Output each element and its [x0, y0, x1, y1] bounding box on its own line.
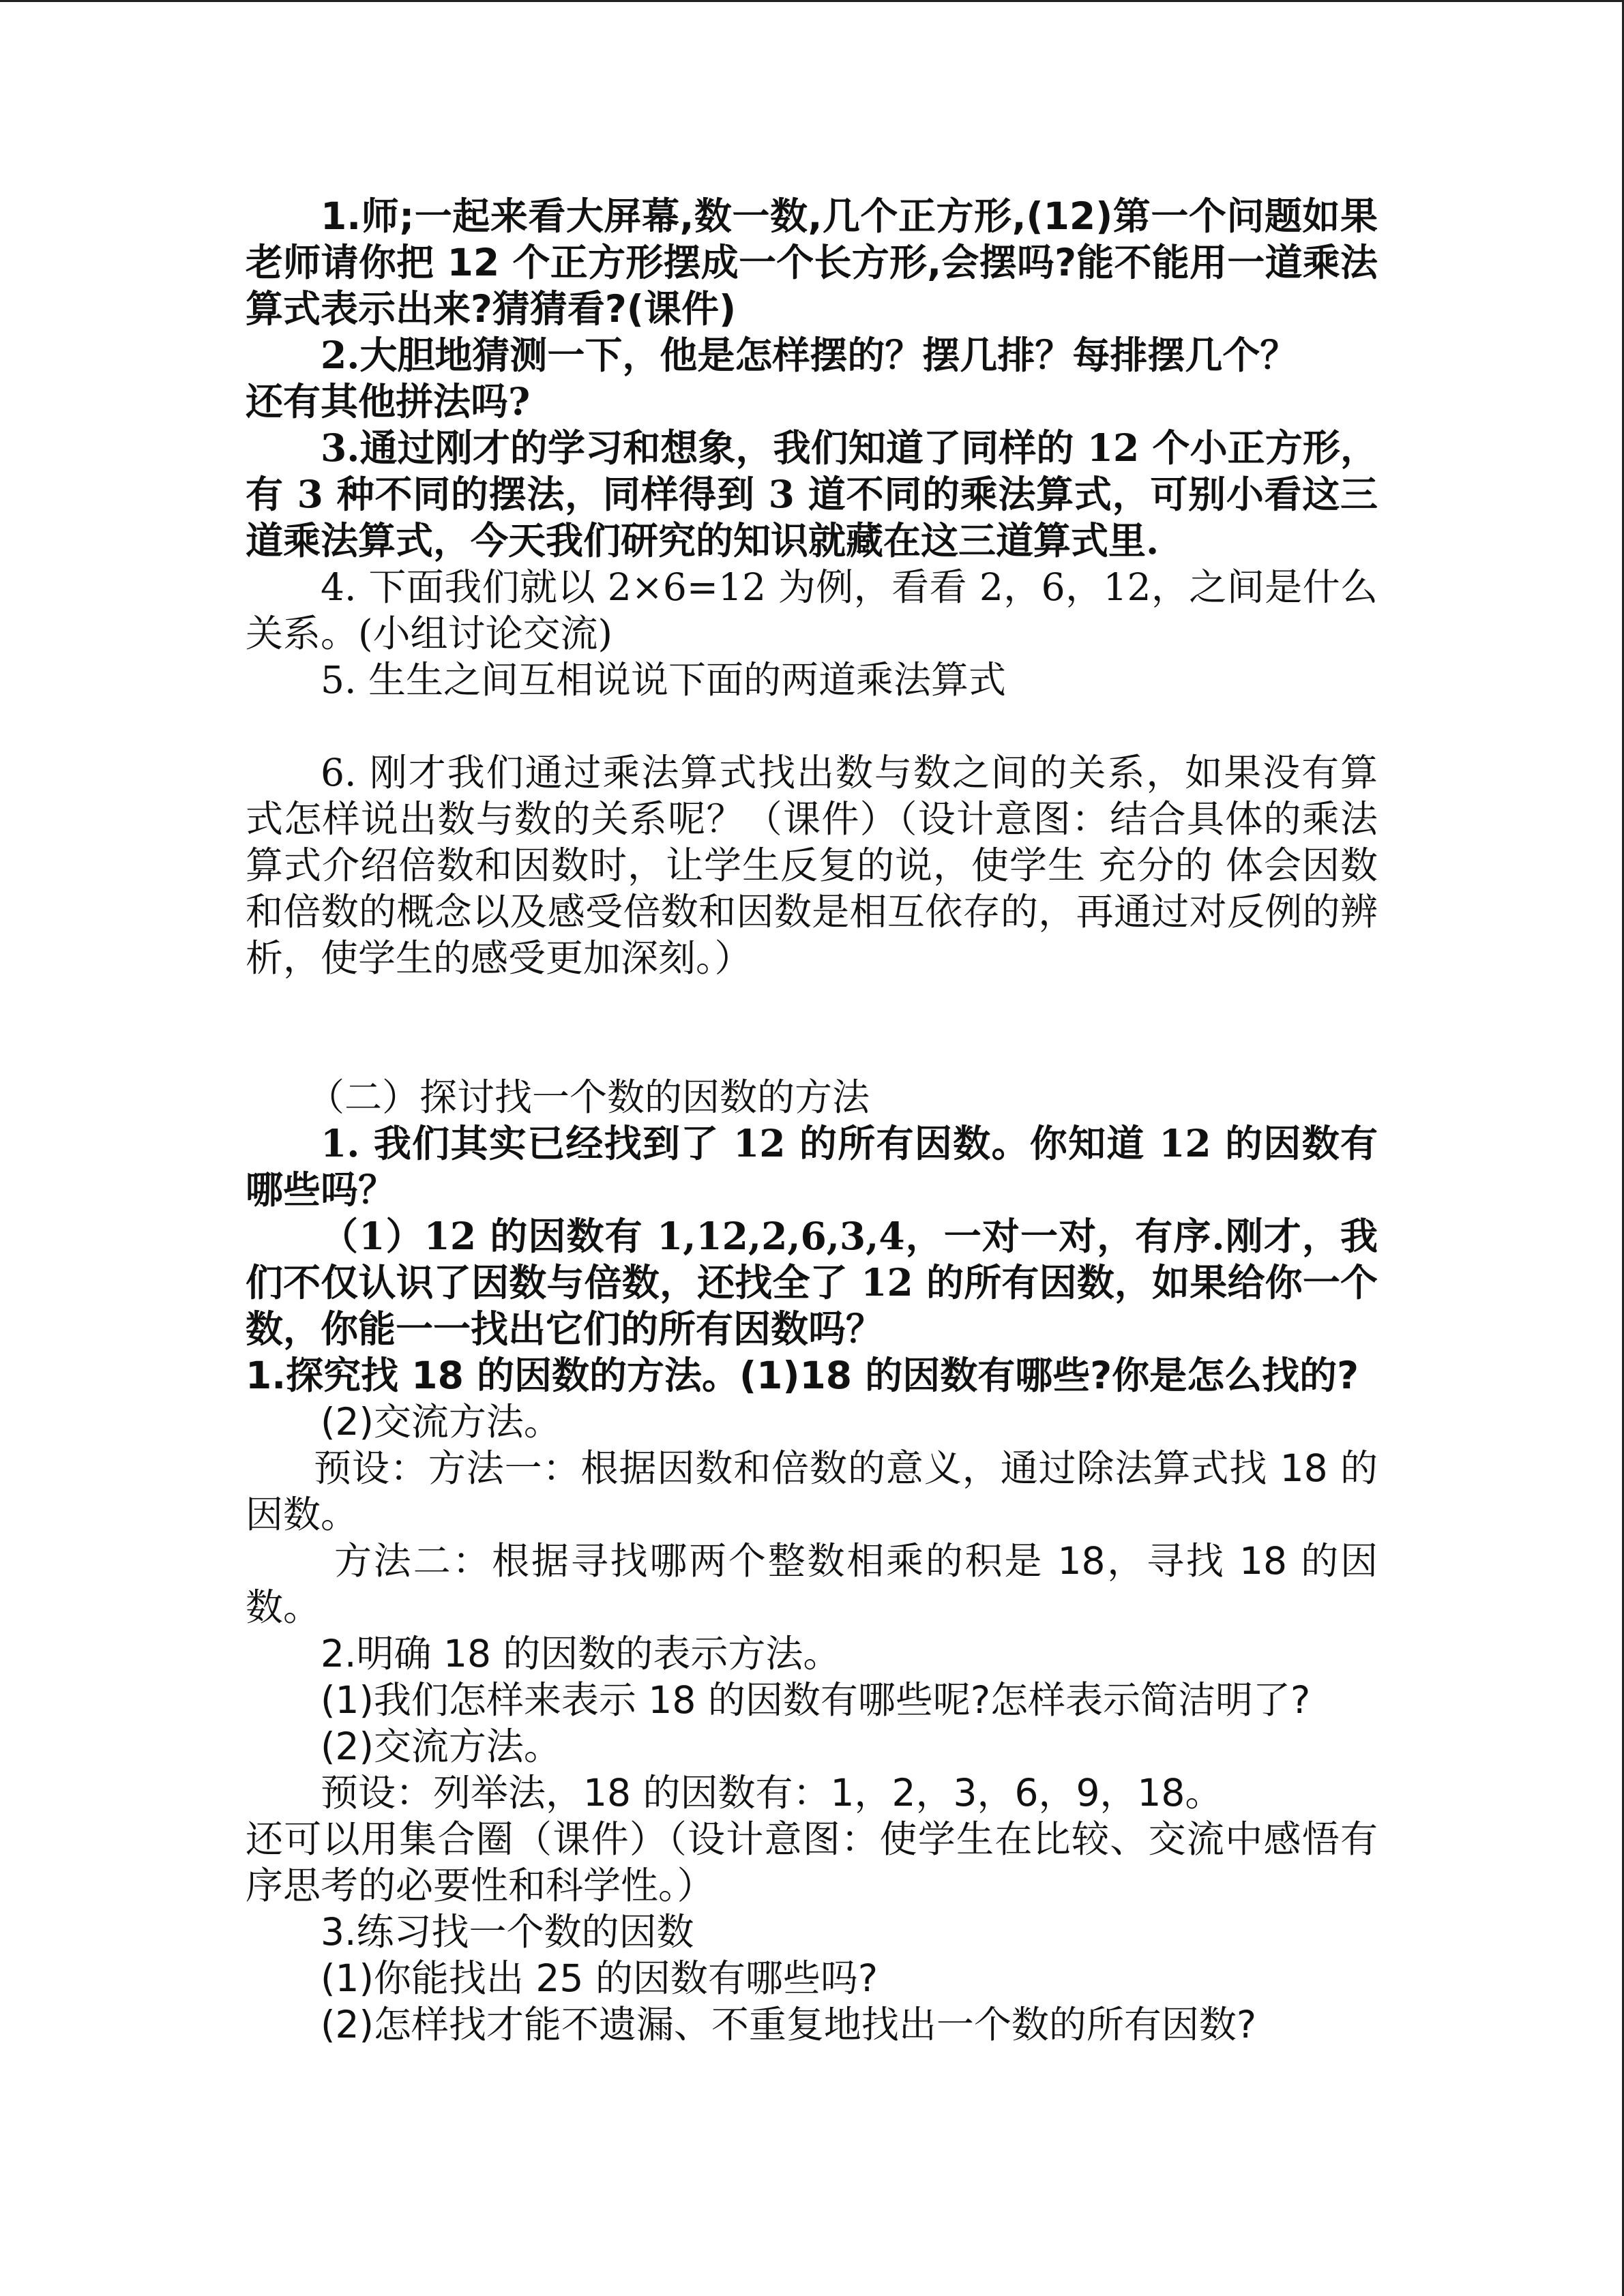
section2-paragraph-2: （1）12 的因数有 1,12,2,6,3,4，一对一对，有序.刚才，我们不仅认识了因数与倍数，还找全了 12 的所有因数，如果给你一个数，你能一一找出它们的所有因数吗？: [246, 1214, 1378, 1351]
section2-paragraph-11: 还可以用集合圈（课件）（设计意图：使学生在比较、交流中感悟有序思考的必要性和科学性。）: [246, 1817, 1378, 1907]
section2-paragraph-9: (2)交流方法。: [321, 1725, 561, 1768]
section2-paragraph-6: 方法二：根据寻找哪两个整数相乘的积是 18，寻找 18 的因数。: [246, 1539, 1378, 1629]
section2-paragraph-14: (2)怎样找才能不遗漏、不重复地找出一个数的所有因数?: [321, 2003, 1257, 2046]
section-heading: （二）探讨找一个数的因数的方法: [307, 1075, 870, 1119]
paragraph-6: 6. 刚才我们通过乘法算式找出数与数之间的关系，如果没有算式怎样说出数与数的关系呢？（课件）（设计意图：结合具体的乘法算式介绍倍数和因数时，让学生反复的说，使学生 充分的 体会因数和倍数的概念以及感受倍数和因数是相互依存的，再通过对反例的辨析，使学生的感受更加深刻。）: [246, 751, 1378, 980]
paragraph-2-line-2: 还有其他拼法吗?: [246, 379, 531, 423]
section2-paragraph-4: (2)交流方法。: [321, 1400, 561, 1444]
section2-paragraph-3: 1.探究找 18 的因数的方法。(1)18 的因数有哪些?你是怎么找的?: [246, 1354, 1359, 1397]
section2-paragraph-12: 3.练习找一个数的因数: [321, 1910, 694, 1954]
section2-paragraph-13: (1)你能找出 25 的因数有哪些吗?: [321, 1956, 879, 2000]
section2-paragraph-7: 2.明确 18 的因数的表示方法。: [321, 1632, 841, 1675]
section2-paragraph-10: 预设：列举法，18 的因数有：1，2，3，6，9，18。: [321, 1771, 1223, 1815]
paragraph-3: 3.通过刚才的学习和想象，我们知道了同样的 12 个小正方形，有 3 种不同的摆法，同样得到 3 道不同的乘法算式，可别小看这三道乘法算式，今天我们研究的知识就藏在这三道算式里.: [246, 426, 1378, 563]
section2-paragraph-5: 预设：方法一：根据因数和倍数的意义，通过除法算式找 18 的因数。: [246, 1446, 1378, 1536]
section2-paragraph-8: (1)我们怎样来表示 18 的因数有哪些呢?怎样表示简洁明了?: [321, 1678, 1311, 1722]
document-body: [246, 193, 1378, 2048]
paragraph-4: 4. 下面我们就以 2×6=12 为例，看看 2，6，12，之间是什么关系。(小组讨论交流): [246, 565, 1378, 655]
paragraph-1: 1.师;一起来看大屏幕,数一数,几个正方形,(12)第一个问题如果老师请你把 12 个正方形摆成一个长方形,会摆吗?能不能用一道乘法算式表示出来?猜猜看?(课件): [246, 194, 1378, 331]
section2-paragraph-1: 1. 我们其实已经找到了 12 的所有因数。你知道 12 的因数有哪些吗？: [246, 1121, 1378, 1212]
paragraph-5: 5. 生生之间互相说说下面的两道乘法算式: [321, 658, 1006, 702]
paragraph-2-line-1: 2.大胆地猜测一下，他是怎样摆的？摆几排？每排摆几个？: [321, 333, 1298, 377]
page-border-top: [0, 0, 1624, 2]
